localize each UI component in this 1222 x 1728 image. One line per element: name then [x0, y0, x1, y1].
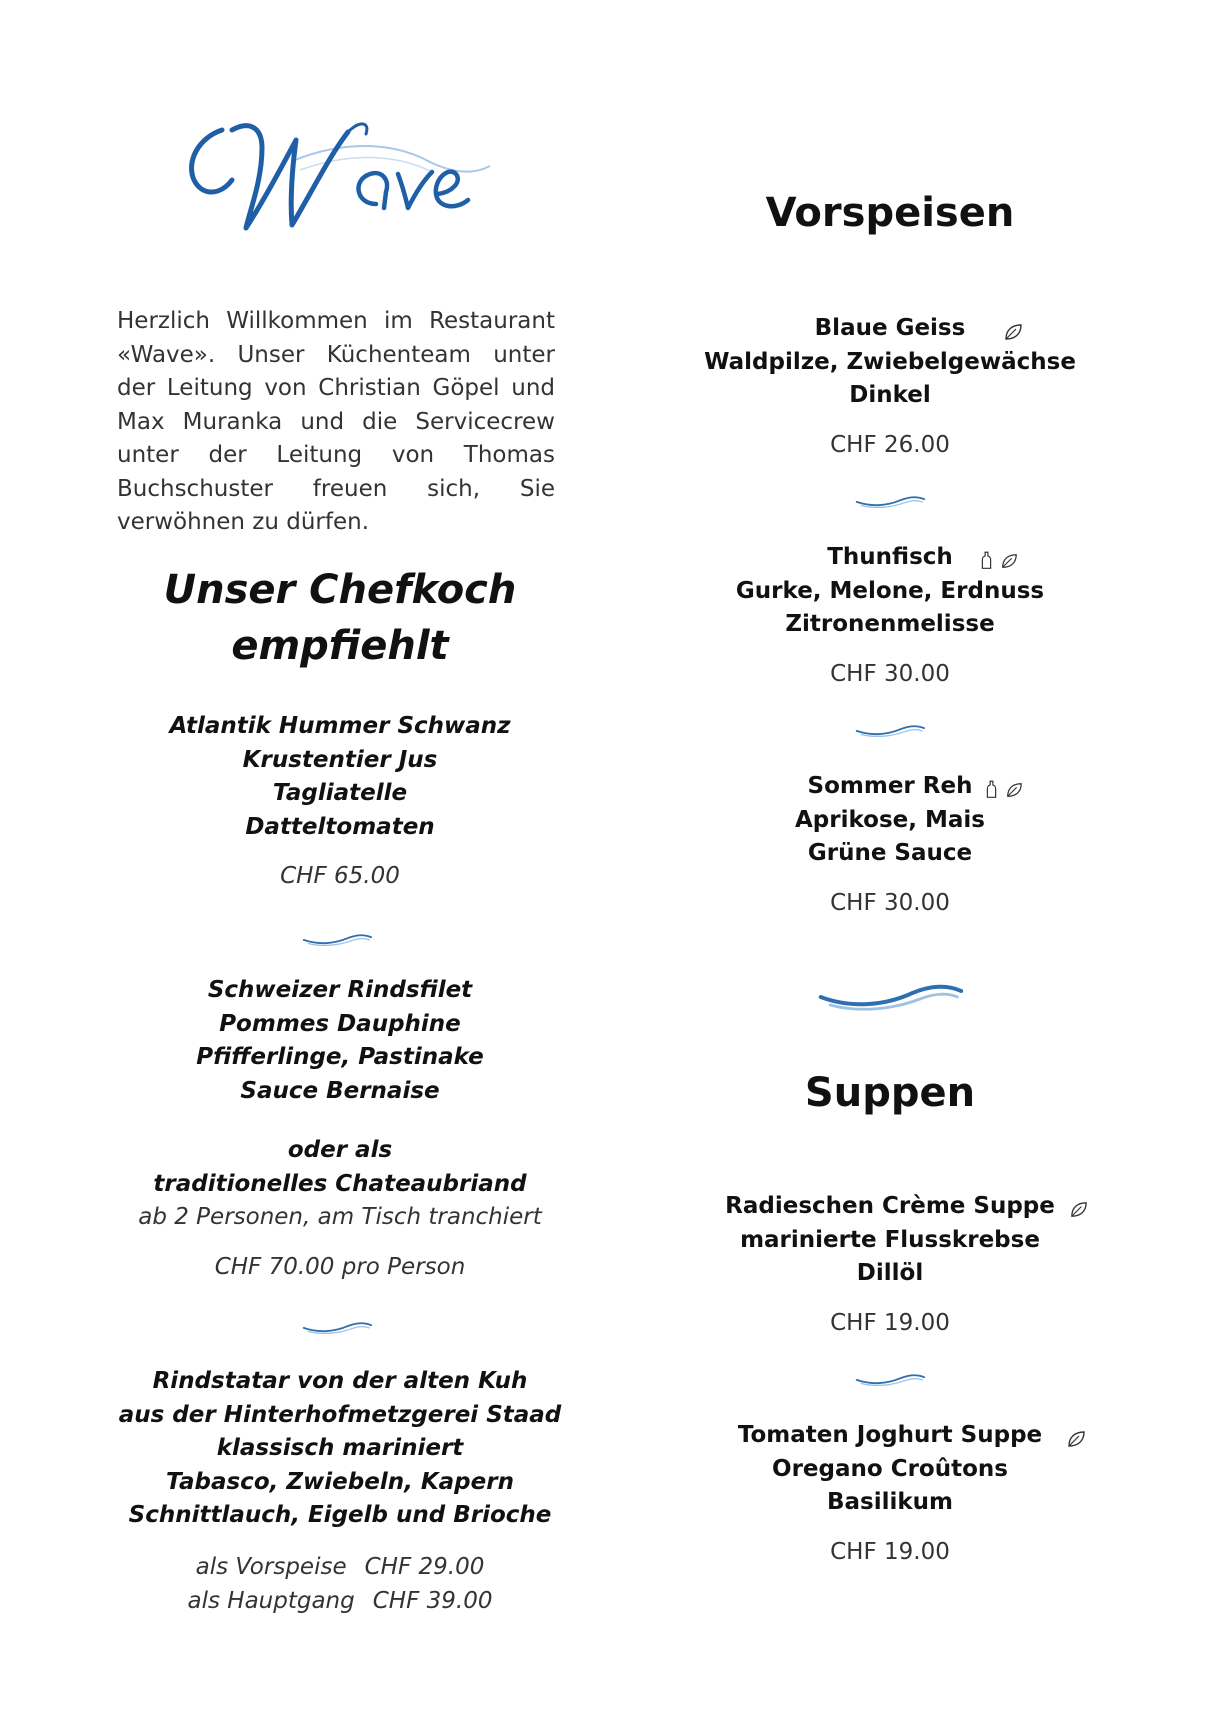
dish-price: CHF 65.00: [280, 863, 400, 889]
item-price: CHF 19.00: [830, 1309, 950, 1336]
wave-logo-graphic: [180, 100, 500, 250]
item-line: Gurke, Melone, Erdnuss: [735, 577, 1045, 604]
leaf-icon: [1066, 1429, 1086, 1449]
chef-title-line2: empfiehlt: [231, 623, 449, 669]
chef-recommends-title: [90, 562, 590, 674]
item-name: Thunfisch: [827, 544, 953, 570]
chef-dish-tatar: [90, 1365, 590, 1533]
item-line: Aprikose, Mais: [795, 806, 985, 833]
item-line: Grüne Sauce: [807, 840, 973, 866]
dish-line: Schnittlauch, Eigelb und Brioche: [128, 1502, 552, 1528]
item-line: Zitronenmelisse: [785, 611, 995, 637]
wave-logo: [180, 100, 500, 250]
wave-divider-icon: [853, 492, 927, 510]
menu-item-radieschen-suppe: [640, 1190, 1140, 1340]
intro-text: Herzlich Willkommen im Restaurant «Wave». Unser Küchenteam unter der Leitung von Christian Göpel und Max Muranka und die Servicecrew unter der Leitung von Thomas Buchschuster freuen sich, Sie verwöhnen zu dürfen.: [117, 308, 555, 535]
dish-line: Sauce Bernaise: [240, 1077, 440, 1104]
item-line: Dinkel: [849, 382, 931, 408]
menu-item-blaue-geiss: [640, 312, 1140, 462]
dish-line: aus der Hinterhofmetzgerei Staad: [118, 1401, 562, 1428]
portion-label: als Hauptgang: [187, 1588, 355, 1614]
item-line: Waldpilze, Zwiebelgewächse: [704, 348, 1076, 375]
chef-dish-rindsfilet: [90, 974, 590, 1284]
portion-price: CHF 29.00: [364, 1554, 485, 1580]
item-price: CHF 26.00: [830, 431, 950, 458]
wave-divider-icon: [853, 721, 927, 739]
dish-line: Tabasco, Zwiebeln, Kapern: [166, 1468, 514, 1495]
item-name: Blaue Geiss: [814, 315, 966, 341]
leaf-icon: [1005, 781, 1023, 799]
wave-divider-icon: [300, 1318, 374, 1336]
portion-price: CHF 39.00: [372, 1588, 493, 1614]
dish-line: Schweizer Rindsfilet: [207, 977, 473, 1003]
chef-dish-lobster: [90, 710, 590, 893]
menu-item-thunfisch: [640, 541, 1140, 691]
bottle-icon: [986, 780, 997, 799]
item-line: marinierte Flusskrebse: [740, 1226, 1040, 1253]
leaf-icon: [1069, 1200, 1088, 1219]
dish-line: Pfifferlinge, Pastinake: [196, 1044, 484, 1070]
menu-item-tomaten-suppe: [640, 1419, 1140, 1569]
dish-line: Rindstatar von der alten Kuh: [152, 1368, 528, 1394]
dish-note: ab 2 Personen, am Tisch tranchiert: [138, 1204, 542, 1230]
item-line: Dillöl: [856, 1260, 924, 1286]
dish-alt-line: oder als: [287, 1137, 393, 1163]
item-price: CHF 30.00: [830, 889, 950, 916]
section-title-vorspeisen: Vorspeisen: [765, 190, 1015, 236]
item-price: CHF 19.00: [830, 1538, 950, 1565]
dish-alt-line: traditionelles Chateaubriand: [153, 1170, 527, 1197]
dish-line: Tagliatelle: [272, 780, 408, 806]
leaf-icon: [1000, 552, 1018, 570]
item-line: Basilikum: [826, 1489, 954, 1515]
leaf-icon: [1003, 322, 1023, 342]
dish-line: klassisch mariniert: [216, 1435, 464, 1461]
tatar-portions: [140, 1550, 540, 1618]
portion-row: [140, 1550, 540, 1584]
item-line: Oregano Croûtons: [772, 1455, 1008, 1482]
section-title-suppen: Suppen: [804, 1070, 976, 1116]
section-wave-divider-icon: [815, 975, 965, 1015]
dish-line: Datteltomaten: [245, 813, 435, 840]
dish-price: CHF 70.00 pro Person: [214, 1253, 466, 1280]
chef-title-line1: Unser Chefkoch: [163, 567, 517, 613]
dish-line: Atlantik Hummer Schwanz: [169, 713, 511, 739]
item-name: Radieschen Crème Suppe: [725, 1193, 1055, 1219]
dish-line: Pommes Dauphine: [219, 1010, 461, 1037]
wave-divider-icon: [300, 930, 374, 948]
wave-divider-icon: [853, 1370, 927, 1388]
portion-row: [140, 1584, 540, 1618]
dish-line: Krustentier Jus: [242, 746, 438, 773]
bottle-icon: [981, 551, 992, 570]
item-price: CHF 30.00: [830, 660, 950, 687]
item-name: Sommer Reh: [807, 773, 973, 799]
menu-item-sommer-reh: [640, 770, 1140, 920]
item-name: Tomaten Joghurt Suppe: [737, 1422, 1043, 1448]
portion-label: als Vorspeise: [195, 1554, 347, 1580]
